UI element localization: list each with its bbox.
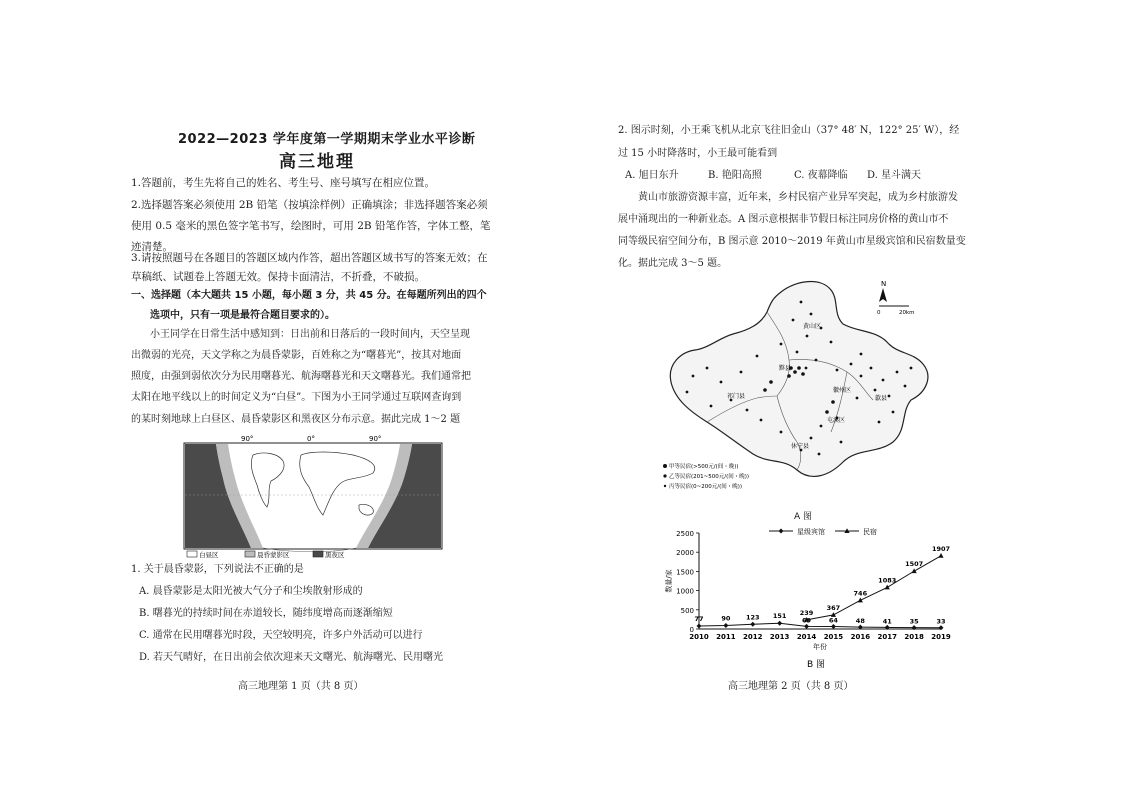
passage-line: 展中涌现出的一种新业态。A 图示意根据非节假日标注同房价格的黄山市不 (618, 214, 949, 225)
map-a-caption: A 图 (794, 512, 813, 522)
legend-label: 民宿 (863, 528, 877, 536)
note-line: 2.选择题答案必须使用 2B 铅笔（按填涂样例）正确填涂；非选择题答案必须 (131, 199, 488, 211)
data-label: 41 (882, 617, 892, 626)
x-tick-label: 2010 (689, 633, 709, 641)
question2-option: B. 艳阳高照 (708, 170, 762, 181)
passage-line: 黄山市旅游资源丰富，近年来，乡村民宿产业异军突起，成为乡村旅游发 (638, 192, 958, 203)
huangshan-map (661, 272, 961, 497)
data-label: 123 (745, 613, 760, 622)
page-footer: 高三地理第 2 页（共 8 页） (728, 681, 854, 692)
data-label: 1083 (878, 576, 897, 585)
x-tick-label: 2011 (716, 633, 736, 641)
passage-line: 照度，由强到弱依次分为民用曙暮光、航海曙暮光和天文曙暮光。我们通常把 (131, 371, 471, 382)
data-label: 69 (802, 616, 812, 625)
question2-option: D. 星斗满天 (867, 170, 922, 181)
data-label: 35 (909, 617, 919, 626)
district-label: 徽州区 (833, 387, 852, 394)
legend-day: 白昼区 (199, 551, 219, 559)
chart-b (661, 523, 951, 675)
x-tick-label: 2014 (796, 633, 817, 641)
data-point (750, 622, 755, 627)
x-axis-label: 年份 (813, 643, 827, 651)
exam-title: 2022—2023 学年度第一学期期末学业水平诊断 (178, 132, 476, 147)
data-label: 33 (936, 617, 946, 626)
scale-label: 20km (899, 310, 915, 316)
passage-line: 的某时刻地球上白昼区、晨昏蒙影区和黑夜区分布示意。据此完成 1～2 题 (131, 414, 461, 425)
x-tick-label: 2018 (904, 633, 924, 641)
passage-line: 化。据此完成 3～5 题。 (618, 258, 728, 269)
y-axis-label: 数量/家 (665, 569, 673, 593)
data-label: 64 (828, 616, 838, 625)
question1-stem: 1. 关于晨昏蒙影，下列说法不正确的是 (131, 564, 304, 575)
district-label: 歙县 (875, 395, 888, 402)
legend-item: 丙等民宿(0~200元/(间・晚)) (669, 484, 743, 490)
note-line: 使用 0.5 毫米的黑色签字笔书写，绘图时，可用 2B 铅笔作答，字体工整，笔 (131, 220, 491, 232)
lon-label: 90° (369, 435, 382, 443)
x-tick-label: 2017 (877, 633, 897, 641)
question1-option: C. 通常在民用曙暮光时段，天空较明亮，许多户外活动可以进行 (139, 630, 423, 641)
passage-line: 同等级民宿空间分布，B 图示意 2010～2019 年黄山市星级宾馆和民宿数量变 (618, 236, 966, 247)
series-line-星级宾馆 (699, 623, 941, 628)
huangshan-map-svg (661, 272, 961, 497)
data-label: 90 (721, 614, 731, 623)
question1-option: A. 晨昏蒙影是太阳光被大气分子和尘埃散射形成的 (139, 586, 363, 597)
district-label: 屯溪区 (827, 417, 846, 424)
y-tick-label: 500 (680, 606, 694, 615)
scale-label: 0 (877, 310, 881, 316)
data-point (831, 624, 836, 629)
data-label: 1907 (931, 544, 951, 553)
legend-marker (779, 529, 784, 534)
section-heading: 一、选择题（本大题共 15 小题，每小题 3 分，共 45 分。在每题所列出的四个 (131, 290, 487, 301)
note-line: 1.答题前，考生先将自己的姓名、考生号、座号填写在相应位置。 (131, 177, 436, 189)
section-heading-cont: 选项中，只有一项是最符合题目要求的）。 (150, 310, 335, 321)
passage-line: 太阳在地平线以上的时间定义为“白昼”。下图为小王同学通过互联网查询到 (131, 392, 462, 403)
legend-twilight-swatch (245, 551, 255, 557)
y-tick-label: 1500 (676, 568, 694, 577)
y-tick-label: 0 (689, 626, 694, 634)
right-page (561, 0, 1123, 794)
question1-option: D. 若天气晴好，在日出前会依次迎来天文曙光、航海曙光、民用曙光 (139, 652, 444, 663)
note-line: 3.请按照题号在各题目的答题区域内作答，超出答题区域书写的答案无效；在 (131, 252, 488, 264)
x-tick-label: 2012 (743, 633, 763, 641)
legend-night: 黑夜区 (325, 551, 345, 559)
data-point (777, 621, 782, 626)
data-label: 1507 (905, 560, 924, 569)
data-label: 48 (855, 617, 865, 626)
x-tick-label: 2019 (931, 633, 951, 641)
legend-day-swatch (187, 551, 197, 557)
x-tick-label: 2013 (769, 633, 790, 641)
data-point (804, 624, 809, 629)
data-label: 239 (799, 608, 814, 617)
question1-option: B. 曙暮光的持续时间在赤道较长，随纬度增高而逐渐缩短 (139, 608, 393, 619)
legend-item: 甲等民宿(>500元/(间・晚)) (669, 464, 739, 470)
question2-stem: 2. 图示时刻，小王乘飞机从北京飞往旧金山（37° 48′ N，122° 25′ W），经 (618, 125, 960, 136)
note-line: 草稿纸、试题卷上答题无效。保持卡面清洁，不折叠，不破损。 (131, 271, 425, 283)
chart-b-svg (661, 523, 951, 675)
x-tick-label: 2016 (850, 633, 871, 641)
subject-title: 高三地理 (279, 152, 355, 172)
world-light-map-svg (183, 433, 443, 561)
x-tick-label: 2015 (823, 633, 844, 641)
north-arrow-icon (879, 288, 887, 302)
lon-label: 0° (307, 435, 315, 443)
district-label: 休宁县 (791, 443, 810, 450)
data-label: 151 (772, 612, 787, 621)
data-point (912, 568, 917, 573)
passage-line: 小王同学在日常生活中感知到：日出前和日落后的一段时间内，天空呈现 (150, 329, 470, 340)
legend-label: 星级宾馆 (797, 528, 825, 536)
legend-item: 乙等民宿(201~500元/(间・晚)) (669, 474, 750, 480)
y-tick-label: 1000 (676, 587, 694, 596)
passage-line: 出微弱的光亮，天文学称之为晨昏蒙影，百姓称之为“曙暮光”，按其对地面 (131, 350, 462, 361)
data-point (938, 553, 943, 558)
y-tick-label: 2500 (676, 530, 694, 538)
note-line: 迹清楚。 (131, 241, 173, 253)
question2-option: C. 夜幕降临 (794, 170, 848, 181)
data-label: 77 (694, 615, 704, 624)
legend-twilight: 晨昏蒙影区 (257, 551, 290, 559)
left-page (0, 0, 561, 794)
data-label: 746 (853, 589, 868, 598)
data-label: 367 (826, 603, 841, 612)
district-label: 黄山区 (803, 323, 822, 330)
data-point (697, 624, 702, 629)
data-point (723, 623, 728, 628)
district-label: 黟县 (779, 365, 792, 372)
legend-night-swatch (313, 551, 323, 557)
lon-label: 90° (241, 435, 254, 443)
world-light-map (183, 433, 443, 561)
chart-title: B 图 (806, 660, 826, 670)
page-footer: 高三地理第 1 页（共 8 页） (238, 681, 364, 692)
north-label: N (881, 280, 887, 288)
y-tick-label: 2000 (676, 549, 694, 558)
data-point (885, 585, 890, 590)
district-label: 祁门县 (727, 393, 746, 400)
question2-option: A. 旭日东升 (625, 170, 679, 181)
question2-stem-cont: 过 15 小时降落时，小王最可能看到 (618, 148, 778, 159)
